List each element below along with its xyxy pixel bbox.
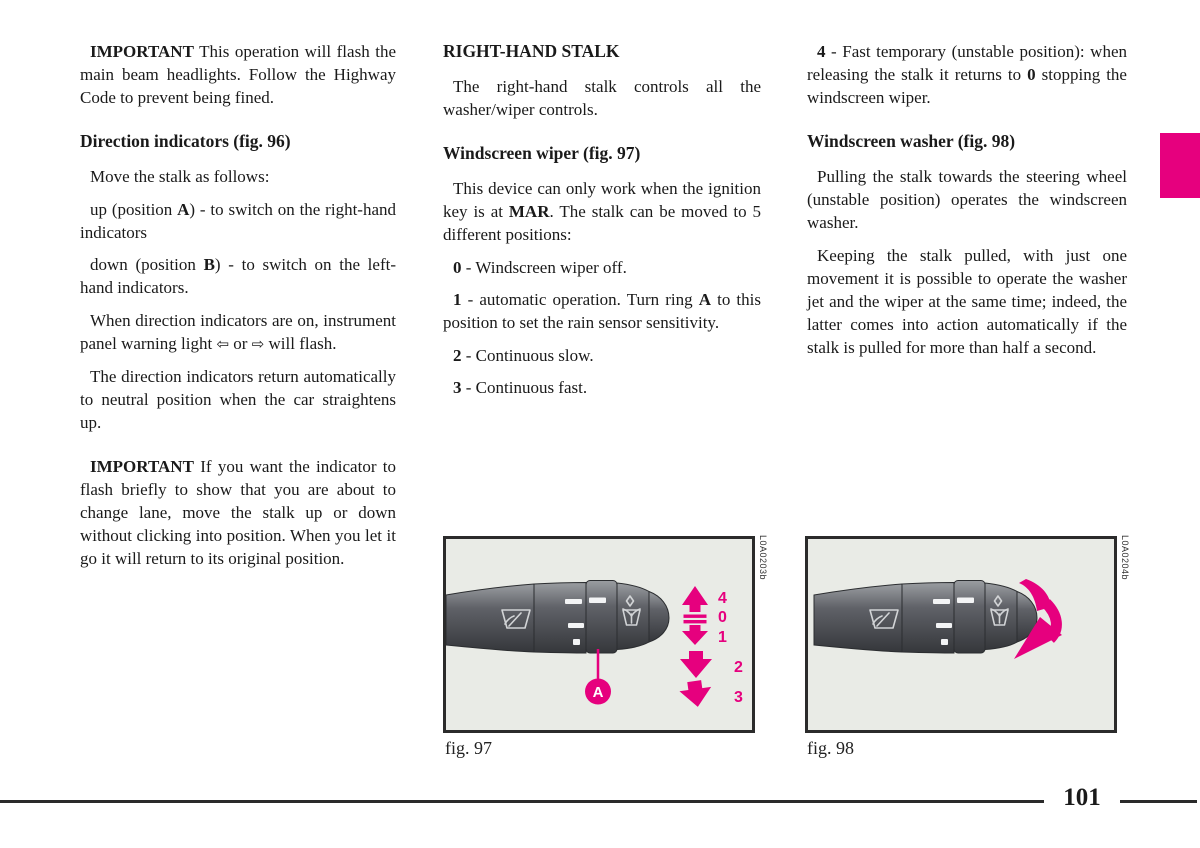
paragraph: 1 - automatic operation. Turn ring A to this position to set the rain sensor sensitivity. <box>443 290 761 332</box>
figure-98 <box>805 536 1117 733</box>
figure-97-caption: fig. 97 <box>445 738 492 758</box>
chapter-tab <box>1160 133 1200 198</box>
position-arrows <box>678 586 743 709</box>
position-label-3: 3 <box>734 689 743 706</box>
section-heading: Direction indicators (fig. 96) <box>80 131 291 151</box>
figure-98-caption: fig. 98 <box>807 738 854 758</box>
paragraph: 0 - Windscreen wiper off. <box>453 257 627 277</box>
figure-98-code: L0A0204b <box>1120 535 1130 581</box>
text-column-middle <box>443 40 761 409</box>
stalk-graphic <box>446 581 669 654</box>
text-column-left <box>80 40 396 580</box>
ring-label: A <box>592 684 604 701</box>
paragraph: The direction indicators return automatically to neutral position when the car straightens up. <box>80 367 396 432</box>
paragraph: IMPORTANT If you want the indicator to flash briefly to show that you are about to change lane, move the stalk up or down without clicking into position. When you let it go it will return to its original position. <box>80 457 396 568</box>
paragraph: When direction indicators are on, instrument panel warning light ⇦ or ⇨ will flash. <box>80 310 396 353</box>
paragraph: up (position A) - to switch on the right-hand indicators <box>80 199 396 242</box>
stalk-graphic <box>814 581 1037 654</box>
footer-rule-right <box>1120 800 1197 803</box>
ring-callout <box>585 649 611 705</box>
paragraph: 2 - Continuous slow. <box>453 345 594 365</box>
figure-97 <box>443 536 755 733</box>
position-label-1: 1 <box>718 629 727 646</box>
position-label-4: 4 <box>718 590 727 607</box>
position-label-0: 0 <box>718 609 727 626</box>
paragraph: down (position B) - to switch on the left-hand indicators. <box>80 255 396 297</box>
page-number: 101 <box>1063 784 1101 811</box>
position-label-2: 2 <box>734 659 743 676</box>
section-heading: Windscreen washer (fig. 98) <box>807 131 1016 151</box>
section-heading: RIGHT-HAND STALK <box>443 41 620 61</box>
paragraph: This device can only work when the ignition key is at MAR. The stalk can be moved to 5 different positions: <box>443 179 761 244</box>
stalk-diagram-rotation <box>808 539 1114 730</box>
paragraph: 4 - Fast temporary (unstable position): when releasing the stalk it returns to 0 stopping the windscreen wiper. <box>807 42 1127 107</box>
paragraph: The right-hand stalk controls all the washer/wiper controls. <box>443 77 761 119</box>
paragraph: IMPORTANT This operation will flash the main beam headlights. Follow the Highway Code to prevent being fined. <box>80 42 396 107</box>
stalk-diagram-positions <box>446 539 752 730</box>
text-column-right <box>807 40 1127 368</box>
paragraph: 3 - Continuous fast. <box>453 378 588 397</box>
figure-97-code: L0A0203b <box>758 535 768 581</box>
paragraph: Move the stalk as follows: <box>90 167 270 186</box>
footer-rule-left <box>0 800 1044 803</box>
paragraph: Keeping the stalk pulled, with just one movement it is possible to operate the washer jet and the wiper at the same time; indeed, the latter comes into action automatically if the stalk is pulled for more than half a second. <box>807 245 1127 357</box>
section-heading: Windscreen wiper (fig. 97) <box>443 143 641 163</box>
paragraph: Pulling the stalk towards the steering wheel (unstable position) operates the windscreen washer. <box>807 167 1127 232</box>
